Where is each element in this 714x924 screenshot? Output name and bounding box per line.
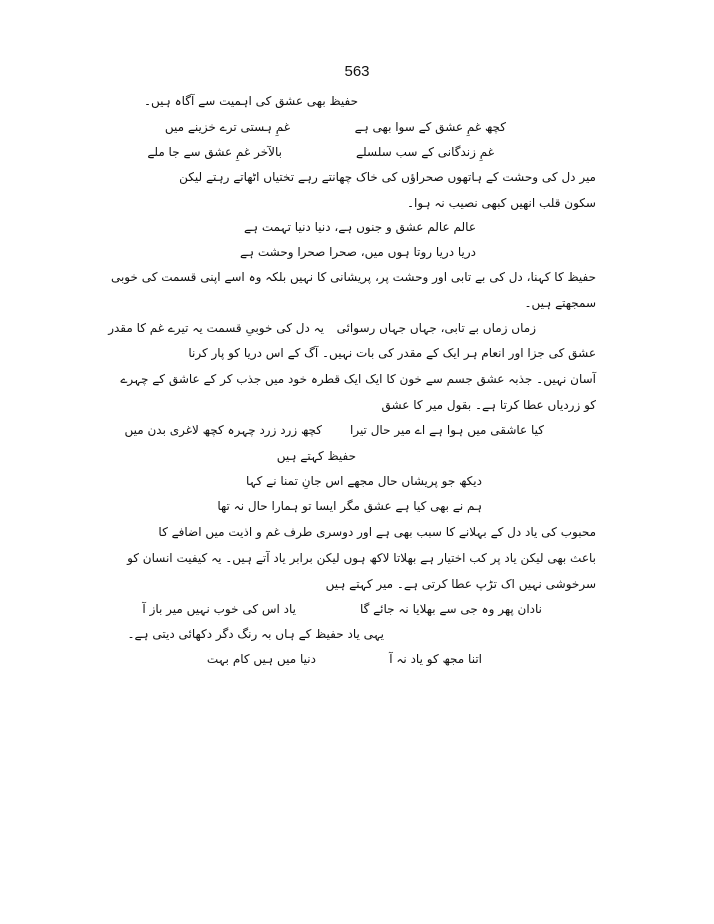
text-line: آسان نہیں۔ جذبہ عشق جسم سے خون کا ایک ایک قطرہ خود میں جذب کر کے عاشق کے چہرے — [120, 372, 596, 386]
verse-hemistich: یاد اس کی خوب نہیں میر باز آ — [142, 602, 296, 616]
text-line: سمجھتے ہیں۔ — [524, 296, 596, 310]
text-line: محبوب کی یاد دل کے بہلانے کا سبب بھی ہے اور دوسری طرف غم و اذیت میں اضافے کا — [158, 525, 596, 539]
verse-hemistich: غمِ زندگانی کے سب سلسلے — [356, 145, 494, 159]
verse-hemistich: کچھ غمِ عشق کے سوا بھی ہے — [354, 120, 506, 134]
verse-hemistich: بالآخر غمِ عشق سے جا ملے — [147, 145, 282, 159]
verse-hemistich: کچھ زرد زرد چہرہ کچھ لاغری بدن میں — [124, 423, 322, 437]
text-line: میر دل کی وحشت کے ہاتھوں صحراؤں کی خاک چھانتے رہے تختیاں اٹھاتے رہتے لیکن — [179, 170, 596, 184]
verse-line: ہم نے بھی کیا ہے عشق مگر ایسا تو ہمارا حال نہ تھا — [217, 499, 482, 513]
text-line: سکون قلب انھیں کبھی نصیب نہ ہوا۔ — [406, 196, 596, 210]
text-line: باعث بھی لیکن یاد پر کب اختیار ہے بھلاتا لاکھ ہوں لیکن برابر یاد آتے ہیں۔ یہ کیفیت انسان کو — [127, 551, 596, 565]
text-line: حفیظ کا کہنا، دل کی بے تابی اور وحشت پر، پریشانی کا نہیں بلکہ وہ اسے اپنی قسمت کی خوبی — [110, 270, 596, 284]
verse-line: عالم عالم عشق و جنوں ہے، دنیا دنیا تہمت ہے — [244, 220, 476, 234]
verse-hemistich: کیا عاشقی میں ہوا ہے اے میر حال تیرا — [349, 423, 544, 437]
verse-hemistich: دنیا میں ہیں کام بہت — [206, 652, 316, 666]
verse-line: دیکھ جو پریشاں حال مجھے اس جانِ تمنا نے کہا — [245, 474, 482, 488]
verse-hemistich: نادان پھر وہ جی سے بھلایا نہ جائے گا — [359, 602, 542, 616]
verse-line: دریا دریا روتا ہوں میں، صحرا صحرا وحشت ہے — [239, 245, 476, 259]
text-line: کو زردیاں عطا کرتا ہے۔ بقول میر کا عشق — [381, 398, 596, 412]
text-line: یہی یاد حفیظ کے ہاں بہ رنگ دگر دکھائی دیتی ہے۔ — [127, 627, 384, 641]
text-line: حفیظ بھی عشق کی اہمیت سے آگاہ ہیں۔ — [143, 94, 358, 108]
text-line: عشق کی جزا اور انعام ہر ایک کے مقدر کی بات نہیں۔ آگ کے اس دریا کو پار کرنا — [188, 346, 596, 360]
text-line: حفیظ کہتے ہیں — [276, 449, 356, 463]
verse-hemistich: یہ دل کی خوبیِ قسمت یہ تیرے غم کا مقدر — [108, 321, 324, 335]
page-number: 563 — [344, 63, 370, 80]
verse-hemistich: زماں زماں بے تابی، جہاں جہاں رسوائی — [336, 321, 536, 335]
verse-hemistich: اتنا مجھ کو یاد نہ آ — [389, 652, 482, 666]
verse-hemistich: غمِ ہستی ترے خزینے میں — [164, 120, 290, 134]
text-line: سرخوشی نہیں اک تڑپ عطا کرتی ہے۔ میر کہتے ہیں — [325, 577, 596, 591]
